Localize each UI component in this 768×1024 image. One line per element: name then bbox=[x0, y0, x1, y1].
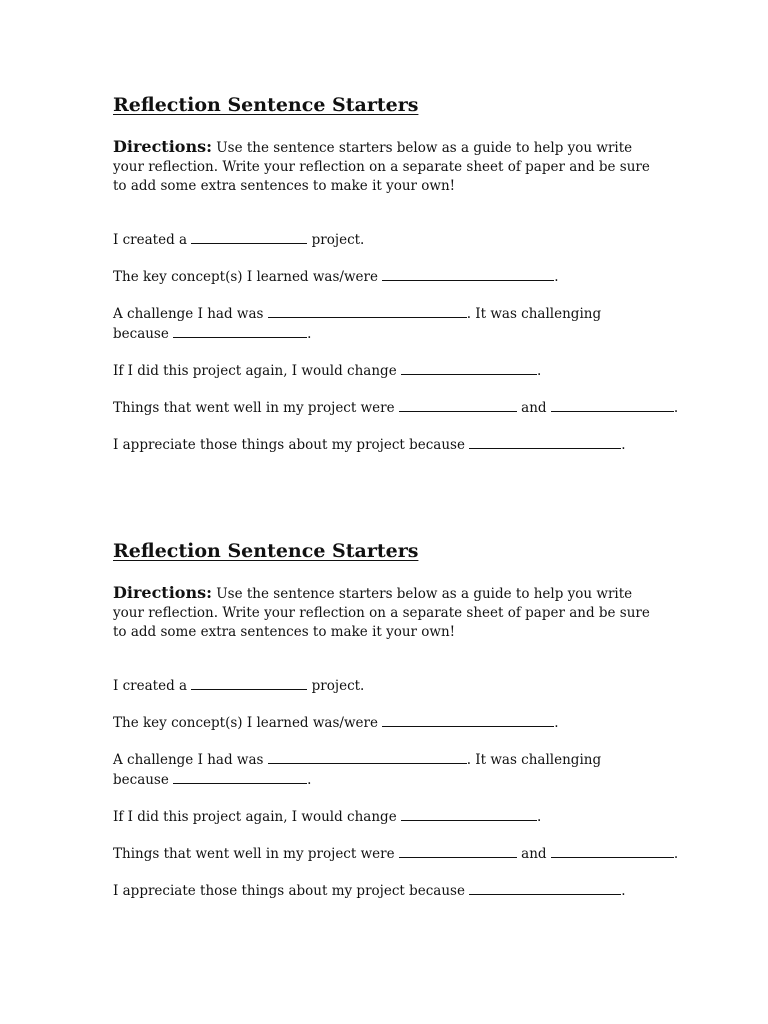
sentence-starter-challenge bbox=[113, 304, 653, 344]
sentence-starter-challenge bbox=[113, 750, 653, 790]
sentence-text: I created a bbox=[113, 232, 192, 248]
sentence-text: I appreciate those things about my project because bbox=[113, 883, 470, 899]
sentence-text: I created a bbox=[113, 678, 192, 694]
sentence-starter-created bbox=[113, 230, 673, 250]
sentence-starter-change bbox=[113, 361, 673, 381]
directions-paragraph bbox=[113, 137, 653, 196]
sentence-text: . bbox=[621, 437, 626, 453]
sentence-starter-went-well bbox=[113, 398, 679, 418]
sentence-text: A challenge I had was bbox=[113, 752, 268, 768]
sentence-starter-key-concepts bbox=[113, 267, 673, 287]
sentence-text: project. bbox=[307, 232, 365, 248]
sentence-text: . bbox=[536, 809, 542, 825]
fill-in-blank bbox=[268, 750, 467, 764]
fill-in-blank bbox=[382, 713, 554, 727]
sentence-text: . bbox=[621, 883, 626, 899]
directions-label: Directions: bbox=[113, 137, 212, 156]
fill-in-blank bbox=[399, 844, 517, 858]
fill-in-blank bbox=[399, 398, 517, 412]
fill-in-blank bbox=[173, 770, 307, 784]
sentence-starter-went-well bbox=[113, 844, 679, 864]
fill-in-blank bbox=[469, 881, 621, 895]
sentence-starter-appreciate bbox=[113, 435, 673, 455]
sentence-text: Things that went well in my project were bbox=[113, 400, 399, 416]
sentence-text: . bbox=[673, 846, 679, 862]
sentence-text: . bbox=[536, 363, 542, 379]
fill-in-blank bbox=[173, 324, 307, 338]
sentence-starter-change bbox=[113, 807, 673, 827]
sentence-text: . bbox=[307, 772, 312, 788]
sentence-text: and bbox=[516, 846, 551, 862]
sentence-text: A challenge I had was bbox=[113, 306, 268, 322]
directions-label: Directions: bbox=[113, 583, 212, 602]
sentence-text: . bbox=[554, 269, 559, 285]
sentence-text: and bbox=[516, 400, 551, 416]
sentence-text: . It was challenging because bbox=[113, 752, 602, 788]
sentence-text: I appreciate those things about my project because bbox=[113, 437, 470, 453]
worksheet-section-1 bbox=[113, 93, 679, 472]
worksheet-section-2 bbox=[113, 539, 679, 918]
sentence-text: project. bbox=[307, 678, 365, 694]
fill-in-blank bbox=[191, 676, 307, 690]
sentence-starter-appreciate bbox=[113, 881, 673, 901]
fill-in-blank bbox=[382, 267, 554, 281]
sentence-text: . bbox=[307, 326, 312, 342]
sentence-text: . It was challenging because bbox=[113, 306, 602, 342]
sentence-starter-key-concepts bbox=[113, 713, 673, 733]
sentence-starters-list bbox=[113, 676, 679, 901]
directions-paragraph bbox=[113, 583, 653, 642]
sentence-text: If I did this project again, I would change bbox=[113, 809, 401, 825]
fill-in-blank bbox=[551, 398, 674, 412]
page-title: Reflection Sentence Starters bbox=[113, 94, 419, 116]
sentence-text: The key concept(s) I learned was/were bbox=[113, 269, 383, 285]
directions-text: Use the sentence starters below as a guide to help you write your reflection. Write your reflection on a separate sheet of paper and be sure to add some extra sentences to make it your own! bbox=[113, 586, 650, 640]
fill-in-blank bbox=[191, 230, 307, 244]
directions-text: Use the sentence starters below as a guide to help you write your reflection. Write your reflection on a separate sheet of paper and be sure to add some extra sentences to make it your own! bbox=[113, 140, 650, 194]
sentence-text: . bbox=[673, 400, 679, 416]
page-title: Reflection Sentence Starters bbox=[113, 540, 419, 562]
sentence-text: If I did this project again, I would change bbox=[113, 363, 401, 379]
sentence-text: Things that went well in my project were bbox=[113, 846, 399, 862]
fill-in-blank bbox=[401, 807, 537, 821]
sentence-starter-created bbox=[113, 676, 673, 696]
sentence-text: The key concept(s) I learned was/were bbox=[113, 715, 383, 731]
sentence-starters-list bbox=[113, 230, 679, 455]
fill-in-blank bbox=[469, 435, 621, 449]
sentence-text: . bbox=[554, 715, 559, 731]
fill-in-blank bbox=[551, 844, 674, 858]
fill-in-blank bbox=[401, 361, 537, 375]
fill-in-blank bbox=[268, 304, 467, 318]
